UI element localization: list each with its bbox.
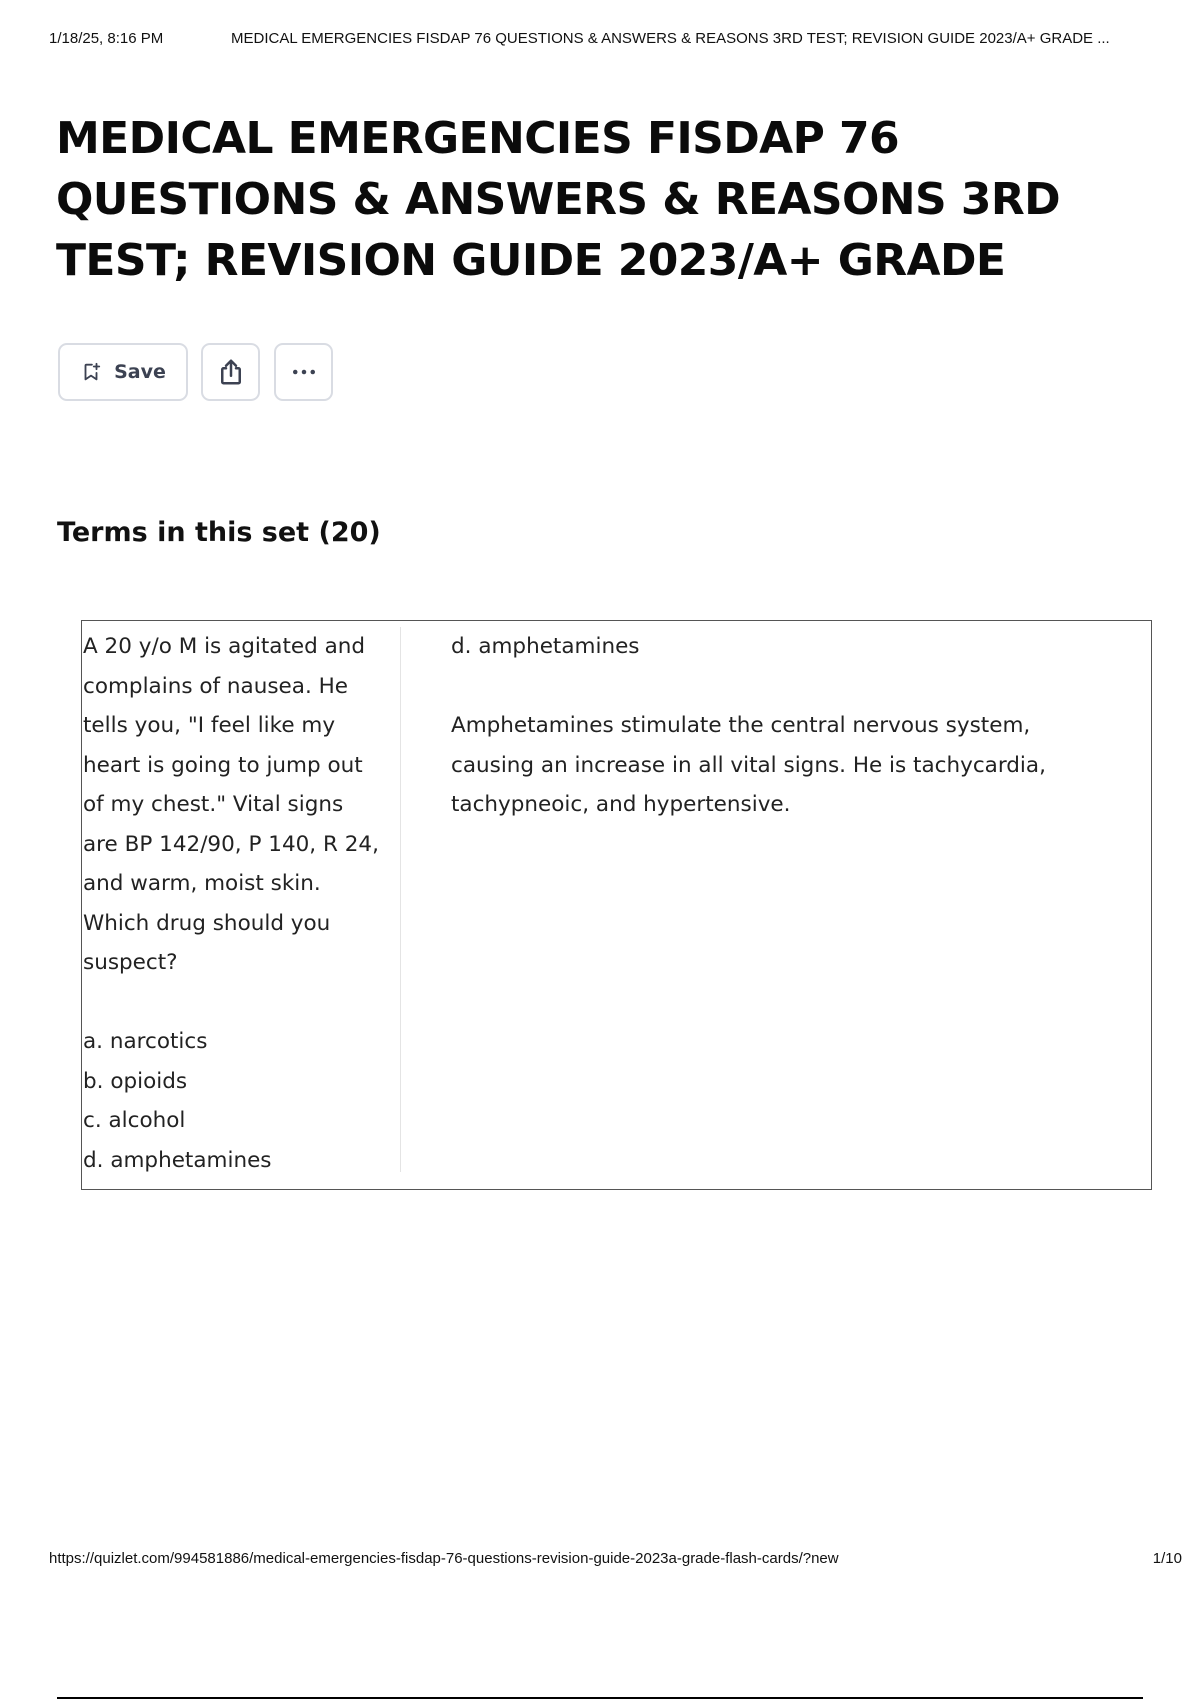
print-date: 1/18/25, 8:16 PM — [49, 30, 164, 47]
term-question — [83, 627, 401, 1172]
term-card — [81, 620, 1152, 1190]
answer-option: c. alcohol — [83, 1108, 186, 1133]
reason-line: Amphetamines stimulate the central nervous system, — [451, 713, 1031, 738]
page-url: https://quizlet.com/994581886/medical-emergencies-fisdap-76-questions-revision-guide-2023a-grade-flash-cards/?new — [49, 1550, 839, 1567]
answer-option: d. amphetamines — [83, 1147, 272, 1173]
correct-answer: d. amphetamines — [451, 634, 640, 659]
question-line: are BP 142/90, P 140, R 24, — [83, 831, 379, 857]
question-line: suspect? — [83, 950, 178, 975]
page-title: MEDICAL EMERGENCIES FISDAP 76 QUESTIONS & ANSWERS & REASONS 3RD TEST; REVISION GUIDE 2023/A+ GRADE — [56, 113, 1061, 286]
answer-option: a. narcotics — [83, 1029, 208, 1054]
share-icon — [216, 357, 246, 387]
question-line: of my chest." Vital signs — [83, 792, 344, 817]
term-definition — [451, 627, 1131, 825]
reason-line: causing an increase in all vital signs. He is tachycardia, — [451, 752, 1046, 778]
terms-heading: Terms in this set (20) — [57, 517, 381, 548]
reason-line: tachypneoic, and hypertensive. — [451, 792, 791, 817]
question-line: tells you, "I feel like my — [83, 713, 336, 738]
question-line: A 20 y/o M is agitated and — [83, 634, 366, 659]
share-button[interactable] — [201, 343, 260, 401]
more-options-button[interactable] — [274, 343, 333, 401]
divider — [57, 1697, 1143, 1699]
question-line: and warm, moist skin. — [83, 871, 321, 896]
bookmark-add-icon — [80, 361, 102, 383]
question-line: heart is going to jump out — [83, 752, 363, 778]
question-line: complains of nausea. He — [83, 673, 349, 699]
question-line: Which drug should you — [83, 910, 331, 936]
spacer — [83, 983, 400, 1023]
print-document-title: MEDICAL EMERGENCIES FISDAP 76 QUESTIONS & ANSWERS & REASONS 3RD TEST; REVISION GUIDE 2023/A+ GRADE ... — [231, 30, 1110, 47]
save-button[interactable] — [58, 343, 188, 401]
answer-option: b. opioids — [83, 1068, 188, 1094]
page-number: 1/10 — [1152, 1550, 1182, 1567]
spacer — [451, 667, 1131, 707]
save-label: Save — [114, 361, 166, 383]
more-horizontal-icon — [289, 357, 319, 387]
print-header — [49, 30, 1180, 50]
